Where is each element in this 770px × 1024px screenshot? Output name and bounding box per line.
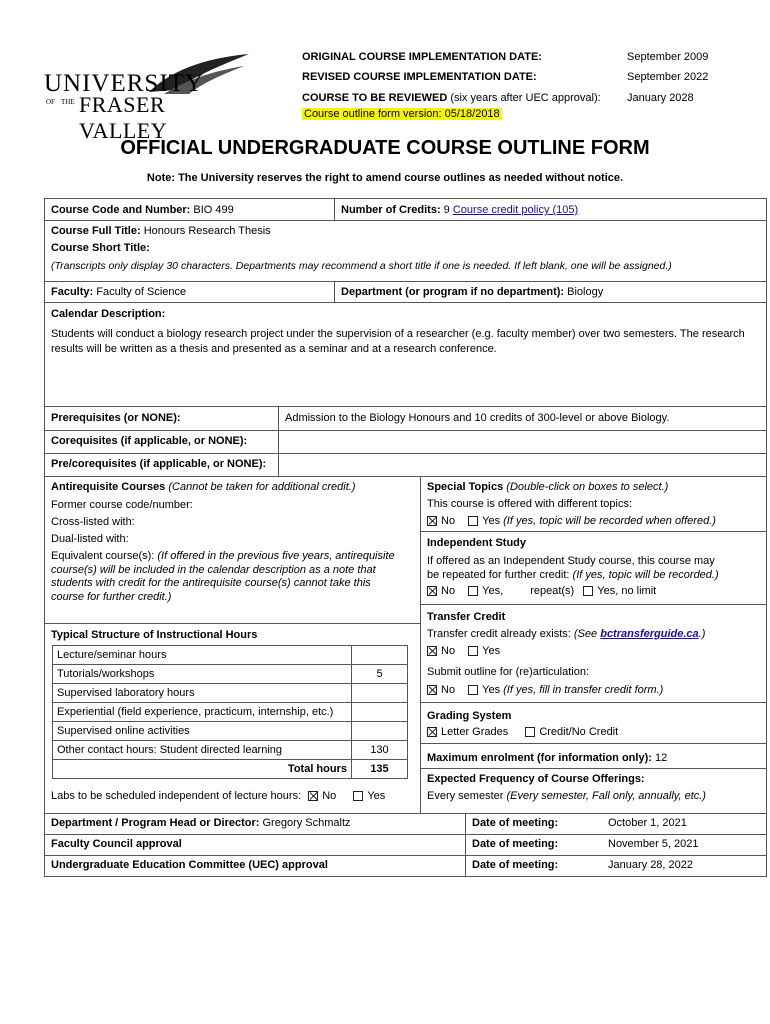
revised-date-label: REVISED COURSE IMPLEMENTATION DATE: <box>302 71 537 83</box>
table-row <box>53 684 408 703</box>
independent-study-title: Independent Study <box>427 537 526 549</box>
review-date-line <box>302 92 601 104</box>
table-row <box>53 722 408 741</box>
independent-no-limit-checkbox[interactable] <box>583 586 593 596</box>
labs-no-checkbox[interactable] <box>308 791 318 801</box>
transfer-exists-line <box>427 628 705 640</box>
full-title-label: Course Full Title: <box>51 225 141 237</box>
approval-date-label: Date of meeting: <box>472 859 559 871</box>
submit-yes-note: (If yes, fill in transfer credit form.) <box>503 684 664 696</box>
letter-grades-label: Letter Grades <box>441 726 509 738</box>
grading-system-title: Grading System <box>427 710 512 722</box>
special-topics-yes-note: (If yes, topic will be recorded when offered.) <box>503 515 716 527</box>
hours-row-label: Supervised laboratory hours <box>53 684 352 703</box>
university-logo <box>44 58 254 143</box>
prerequisites-label: Prerequisites (or NONE): <box>51 412 181 424</box>
logo-the-text: THE <box>61 98 75 106</box>
approval-date-label: Date of meeting: <box>472 817 559 829</box>
submit-yes-checkbox[interactable] <box>468 685 478 695</box>
department-value: Biology <box>564 286 604 298</box>
hours-row-label: Experiential (field experience, practicum, internship, etc.) <box>53 703 352 722</box>
hours-row-value[interactable] <box>352 646 408 665</box>
special-topics-options <box>427 515 716 527</box>
transfer-exists-no-label: No <box>441 645 456 657</box>
credit-no-credit-label: Credit/No Credit <box>539 726 619 738</box>
independent-no-label: No <box>441 585 456 597</box>
max-enrolment-label: Maximum enrolment (for information only): <box>427 752 652 764</box>
bctransferguide-link[interactable]: bctransferguide.ca <box>600 628 699 640</box>
department-field[interactable] <box>341 286 603 298</box>
independent-no-checkbox[interactable] <box>427 586 437 596</box>
table-row <box>53 760 408 779</box>
logo-of-text: OF <box>46 98 55 106</box>
approval-date-label: Date of meeting: <box>472 838 559 850</box>
transfer-exists-yes-checkbox[interactable] <box>468 646 478 656</box>
table-row <box>53 703 408 722</box>
calendar-description-label: Calendar Description: <box>51 308 166 320</box>
equivalent-note-2: course(s) will be included in the calendar description as a note that <box>51 563 376 576</box>
equivalent-note-1: (If offered in the previous five years, antirequisite <box>157 550 395 562</box>
transfer-exists-options <box>427 645 500 657</box>
approval-label: Department / Program Head or Director: <box>51 817 260 829</box>
course-code-field[interactable] <box>51 204 234 216</box>
hours-row-value[interactable] <box>352 703 408 722</box>
hours-row-value[interactable] <box>352 684 408 703</box>
frequency-value: Every semester <box>427 790 507 802</box>
notice-text: Note: The University reserves the right to amend course outlines as needed without notice. <box>146 172 624 184</box>
independent-repeats-label: repeat(s) <box>530 585 575 597</box>
independent-line2-note: (If yes, topic will be recorded.) <box>572 569 719 581</box>
table-row <box>53 665 408 684</box>
hours-title: Typical Structure of Instructional Hours <box>51 629 258 641</box>
original-date-value: September 2009 <box>627 51 709 63</box>
max-enrolment-field[interactable] <box>427 752 667 764</box>
special-topics-title <box>427 481 668 493</box>
full-title-field[interactable] <box>51 225 271 237</box>
independent-line2-text: be repeated for further credit: <box>427 569 573 581</box>
cross-listed-field[interactable]: Cross-listed with: <box>51 516 135 528</box>
revised-date-value: September 2022 <box>627 71 709 83</box>
submit-outline-line: Submit outline for (re)articulation: <box>427 666 590 678</box>
table-row <box>53 646 408 665</box>
independent-yes-label: Yes, <box>482 585 504 597</box>
special-topics-yes-label: Yes <box>482 515 504 527</box>
labs-scheduling-field <box>51 790 385 802</box>
approval-row-faculty-council: Faculty Council approval <box>51 838 182 850</box>
frequency-field[interactable] <box>427 790 706 802</box>
short-title-note: (Transcripts only display 30 characters. Departments may recommend a short title if one is needed. If left blank, one will be assigned.) <box>51 260 672 272</box>
approval-date-value[interactable]: January 28, 2022 <box>608 859 694 871</box>
frequency-label: Expected Frequency of Course Offerings: <box>427 773 645 785</box>
prerequisites-value[interactable]: Admission to the Biology Honours and 10 credits of 300-level or above Biology. <box>285 412 670 424</box>
former-course-field[interactable]: Former course code/number: <box>51 499 193 511</box>
short-title-label: Course Short Title: <box>51 242 150 254</box>
form-version: Course outline form version: 05/18/2018 <box>304 108 500 120</box>
frequency-note: (Every semester, Fall only, annually, etc.) <box>506 790 706 802</box>
transfer-exists-close: .) <box>698 628 706 640</box>
approval-row-uec: Undergraduate Education Committee (UEC) approval <box>51 859 328 871</box>
faculty-label: Faculty: <box>51 286 94 298</box>
corequisites-label: Corequisites (if applicable, or NONE): <box>51 435 248 447</box>
antireq-title <box>51 481 355 493</box>
calendar-description-text[interactable]: Students will conduct a biology research project under the supervision of a researcher (e.g. faculty member) over two semesters. The research results will be written as a thesis and presented as a seminar and at a research conference. <box>51 328 745 355</box>
equivalent-label: Equivalent course(s): <box>51 550 158 562</box>
credits-label: Number of Credits: <box>341 204 441 216</box>
precorequisites-value[interactable] <box>285 458 755 472</box>
hours-row-value[interactable] <box>352 722 408 741</box>
corequisites-value[interactable] <box>285 435 755 449</box>
full-title-value: Honours Research Thesis <box>140 225 271 237</box>
special-topics-line: This course is offered with different topics: <box>427 498 633 510</box>
hours-row-value[interactable]: 130 <box>352 741 408 760</box>
antireq-title-label: Antirequisite Courses <box>51 481 166 493</box>
submit-outline-options <box>427 684 663 696</box>
equivalent-note-3: students with credit for the antirequisite course(s) cannot take this <box>51 577 371 589</box>
logo-fraser-valley-text: FRASER VALLEY <box>79 92 168 143</box>
special-topics-yes-checkbox[interactable] <box>468 516 478 526</box>
total-hours-label: Total hours <box>53 760 352 779</box>
approval-date-value[interactable]: November 5, 2021 <box>608 838 699 850</box>
credit-no-credit-checkbox[interactable] <box>525 727 535 737</box>
antireq-title-note: (Cannot be taken for additional credit.) <box>165 481 356 493</box>
page-title: OFFICIAL UNDERGRADUATE COURSE OUTLINE FORM <box>120 137 650 159</box>
labs-yes-checkbox[interactable] <box>353 791 363 801</box>
course-code-value: BIO 499 <box>190 204 234 216</box>
submit-yes-label: Yes <box>482 684 504 696</box>
precorequisites-label: Pre/corequisites (if applicable, or NONE): <box>51 458 267 470</box>
logo-university-text: UNIVERSITY <box>44 70 204 97</box>
course-code-label: Course Code and Number: <box>51 204 191 216</box>
special-topics-no-checkbox[interactable] <box>427 516 437 526</box>
credits-value: 9 <box>440 204 453 216</box>
independent-study-line2 <box>427 569 719 581</box>
equivalent-courses-field[interactable] <box>51 550 413 604</box>
transfer-exists-label: Transfer credit already exists: <box>427 628 574 640</box>
transfer-credit-title: Transfer Credit <box>427 611 506 623</box>
faculty-value: Faculty of Science <box>93 286 187 298</box>
hours-row-label: Lecture/seminar hours <box>53 646 352 665</box>
labs-no-label: No <box>322 790 337 802</box>
independent-study-options <box>427 585 656 597</box>
special-topics-no-label: No <box>441 515 456 527</box>
dual-listed-field[interactable]: Dual-listed with: <box>51 533 129 545</box>
review-date-value: January 2028 <box>627 92 694 104</box>
hours-table <box>52 645 408 779</box>
credits-field[interactable] <box>341 204 578 216</box>
faculty-field[interactable] <box>51 286 186 298</box>
max-enrolment-value: 12 <box>651 752 668 764</box>
special-topics-note: (Double-click on boxes to select.) <box>503 481 669 493</box>
independent-no-limit-label: Yes, no limit <box>597 585 657 597</box>
transfer-exists-note: (See <box>573 628 601 640</box>
independent-yes-checkbox[interactable] <box>468 586 478 596</box>
labs-label: Labs to be scheduled independent of lecture hours: <box>51 790 302 802</box>
submit-no-checkbox[interactable] <box>427 685 437 695</box>
labs-yes-label: Yes <box>367 790 386 802</box>
special-topics-label: Special Topics <box>427 481 504 493</box>
review-date-label: COURSE TO BE REVIEWED <box>302 92 448 104</box>
review-date-note: (six years after UEC approval): <box>447 92 601 104</box>
hours-row-label: Supervised online activities <box>53 722 352 741</box>
equivalent-note-4: course for further credit.) <box>51 590 172 603</box>
approval-date-value[interactable]: October 1, 2021 <box>608 817 687 829</box>
credit-policy-link[interactable]: Course credit policy (105) <box>452 204 579 216</box>
hours-row-label: Tutorials/workshops <box>53 665 352 684</box>
department-label: Department (or program if no department): <box>341 286 565 298</box>
transfer-exists-yes-label: Yes <box>482 645 501 657</box>
total-hours-value: 135 <box>352 760 408 779</box>
approval-row-department <box>51 817 351 829</box>
hours-row-label: Other contact hours: Student directed learning <box>53 741 352 760</box>
independent-study-line1: If offered as an Independent Study course, this course may <box>427 555 715 567</box>
hours-row-value[interactable]: 5 <box>352 665 408 684</box>
grading-system-options <box>427 726 618 738</box>
letter-grades-checkbox[interactable] <box>427 727 437 737</box>
submit-no-label: No <box>441 684 456 696</box>
transfer-exists-no-checkbox[interactable] <box>427 646 437 656</box>
original-date-label: ORIGINAL COURSE IMPLEMENTATION DATE: <box>302 51 542 63</box>
table-row <box>53 741 408 760</box>
approval-name[interactable]: Gregory Schmaltz <box>259 817 351 829</box>
